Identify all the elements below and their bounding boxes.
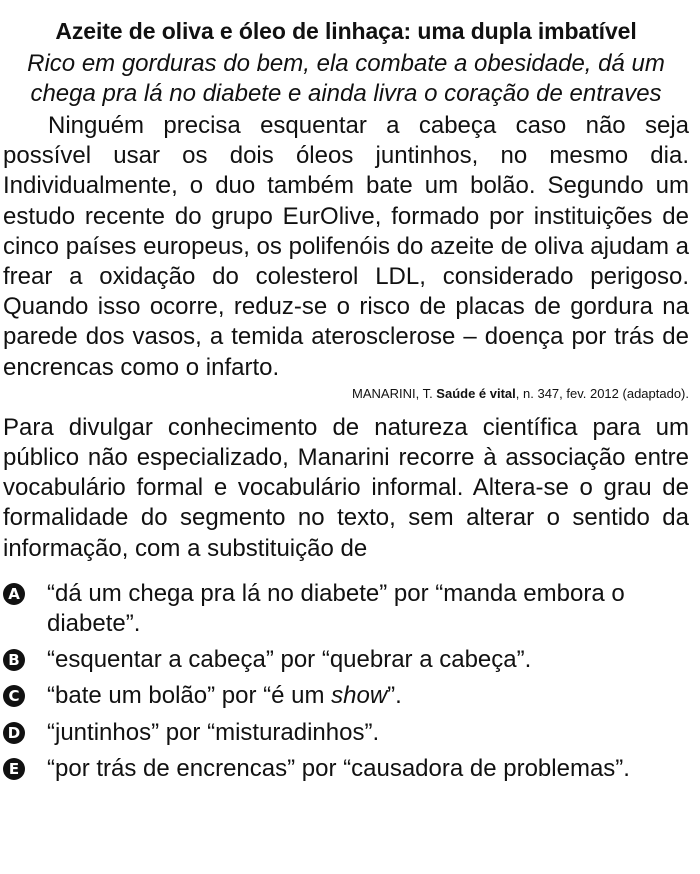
option-e-letter-badge: E [3, 758, 25, 780]
option-e-text: “por trás de encrencas” por “causadora de problemas”. [47, 754, 630, 782]
answer-options [3, 579, 689, 784]
citation-work: Saúde é vital [436, 385, 516, 401]
option-c-text [47, 681, 689, 711]
option-d-letter-badge: D [3, 722, 25, 744]
option-e[interactable] [3, 754, 689, 784]
article-body: Ninguém precisa esquentar a cabeça caso não seja possível usar os dois óleos juntinhos, no mesmo dia. Individualmente, o duo também bate um bolão. Segundo um estudo recente do grupo EurOlive, formado por instituições de cinco países europeus, os polifenóis do azeite de oliva ajudam a frear a oxidação do colesterol LDL, considerado perigoso. Quando isso ocorre, reduz-se o risco de placas de gordura na parede dos vasos, a temida aterosclerose – doença por trás de encrencas como o infarto. [3, 112, 689, 381]
option-c-text-after: ”. [387, 682, 402, 710]
citation-details: , n. 347, fev. 2012 (adaptado). [515, 385, 689, 401]
option-a[interactable] [3, 579, 689, 639]
option-c[interactable] [3, 681, 689, 711]
article-title: Azeite de oliva e óleo de linhaça: uma dupla imbatível [55, 18, 637, 44]
article-subtitle: Rico em gorduras do bem, ela combate a obesidade, dá um chega pra lá no diabete e ainda livra o coração de entraves [27, 50, 665, 107]
citation-author: MANARINI, T. [352, 385, 437, 401]
question-stem: Para divulgar conhecimento de natureza científica para um público não especializado, Manarini recorre à associação entre vocabulário formal e vocabulário informal. Altera-se o grau de formalidade do segmento no texto, sem alterar o sentido da informação, com a substituição de [3, 413, 689, 562]
option-d[interactable] [3, 718, 689, 748]
option-b[interactable] [3, 645, 689, 675]
citation [3, 385, 689, 403]
option-b-letter-badge: B [3, 649, 25, 671]
option-a-text: “dá um chega pra lá no diabete” por “manda embora o diabete”. [47, 579, 625, 638]
option-c-text-italic: show [331, 682, 388, 710]
option-d-text: “juntinhos” por “misturadinhos”. [47, 718, 380, 746]
option-b-text: “esquentar a cabeça” por “quebrar a cabeça”. [47, 646, 532, 674]
option-c-letter-badge: C [3, 685, 25, 707]
option-c-text-before: “bate um bolão” por “é um [47, 682, 332, 710]
option-a-letter-badge: A [3, 583, 25, 605]
